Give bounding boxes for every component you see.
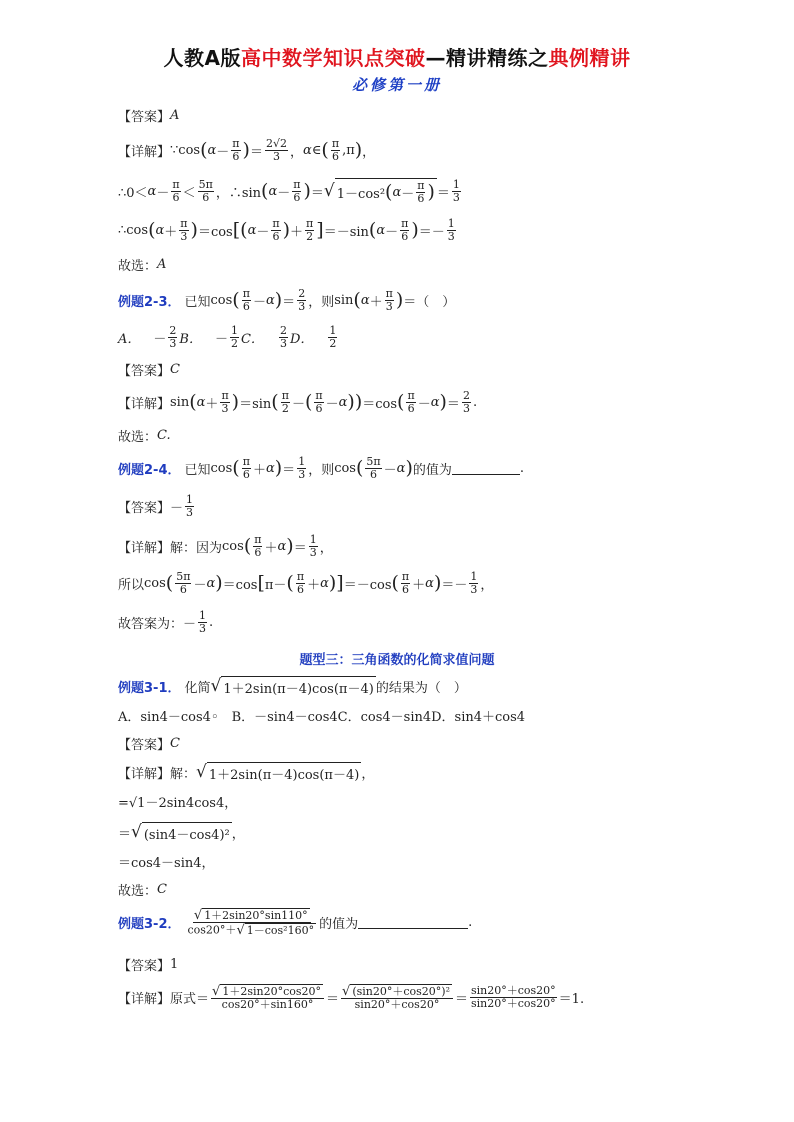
header-title-part4: 典例精讲 xyxy=(548,46,631,70)
ex31-detail-line4: ＝cos4－sin4， xyxy=(118,856,215,871)
block1-answer: 【答案】 A xyxy=(118,108,180,125)
header-title-part1: 人教A版 xyxy=(163,46,241,70)
ex23-stem: 例题2-3． 已知 cos ( $\frac{\pi}{6}$ － α ) ＝ $\frac{2}{3}$ ，则 sin ( α ＋ $\frac{\pi}{3}$ ) ＝（ ） xyxy=(118,287,456,313)
section-title: 题型三：三角函数的化简求值问题 xyxy=(299,653,495,668)
ex24-detail-line2: 所以 cos ( $\frac{5\pi}{6}$ － α ) ＝cos [ π－ ( $\frac{\pi}{6}$ ＋ α ) ] ＝－cos ( $\frac{\pi}{6}$ ＋ α ) ＝－ $\frac{1}{3}$ ， xyxy=(118,570,494,596)
ex31-detail-line3: ＝ √ (sin4－cos4)² ， xyxy=(118,822,245,843)
ex31-answer: 【答案】 C xyxy=(118,736,180,753)
page-header xyxy=(0,42,794,71)
header-title-part2: 高中数学知识点突破 xyxy=(240,46,426,70)
header-title-part3: —精讲精练之 xyxy=(425,46,549,70)
page-subtitle: 必修第一册 xyxy=(351,76,442,94)
ex23-options: A． － $\frac{2}{3}$ B． － $\frac{1}{2}$ C． $\frac{2}{3}$ D． $\frac{1}{2}$ xyxy=(118,324,337,350)
ex23-answer: 【答案】 C xyxy=(118,362,180,379)
ex32-detail: 【详解】 原式＝ √ 1＋2sin20°cos20° cos20°＋sin160° ＝ √ (sin20°＋cos20°)² sin20°＋cos20° ＝ $\frac{\sin 20^\circ+\cos 20^\circ}{\sin 20^\circ+\cos 20^\circ}$ ＝1. xyxy=(118,983,585,1011)
ex24-answer-is: 故答案为： － $\frac{1}{3}$ . xyxy=(118,609,214,635)
ex24-detail-line1: 【详解】 解：因为 cos ( $\frac{\pi}{6}$ ＋ α ) ＝ $\frac{1}{3}$ ， xyxy=(118,533,333,559)
ex23-choose: 故选： C. xyxy=(118,428,171,445)
answer-blank xyxy=(452,462,520,475)
ex32-answer: 【答案】 1 xyxy=(118,957,179,974)
block1-detail-line3: ∴cos ( α ＋ $\frac{\pi}{3}$ ) ＝cos [ ( α － $\frac{\pi}{6}$ ) ＋ $\frac{\pi}{2}$ ] ＝－sin ( α － $\frac{\pi}{6}$ ) ＝－ $\frac{1}{3}$ xyxy=(118,217,455,243)
block1-choose: 故选： A xyxy=(118,257,167,274)
ex31-detail-line2: =√1－2sin4cos4， xyxy=(118,796,238,811)
block1-detail-line2: ∴0＜ α － $\frac{\pi}{6}$ ＜ $\frac{5\pi}{6}$ ，∴sin ( α － $\frac{\pi}{6}$ ) ＝ √ 1－cos² ( α － $\frac{\pi}{6}$ ) ＝ $\frac{1}{3}$ xyxy=(118,178,460,205)
ex31-detail-line1: 【详解】 解： √ 1＋2sin(π－4)cos(π－4) ， xyxy=(118,762,375,783)
ex31-choose: 故选： C xyxy=(118,882,167,899)
ex23-detail: 【详解】 sin ( α ＋ $\frac{\pi}{3}$ ) ＝sin ( $\frac{\pi}{2}$ － ( $\frac{\pi}{6}$ － α ) ) ＝cos ( $\frac{\pi}{6}$ － α ) ＝ $\frac{2}{3}$ . xyxy=(118,389,478,415)
ex31-stem: 例题3-1． 化简 √ 1＋2sin(π－4)cos(π－4) 的结果为（ ） xyxy=(118,676,467,697)
answer-blank xyxy=(358,916,468,929)
ex24-answer: 【答案】 － $\frac{1}{3}$ xyxy=(118,493,194,519)
ex32-stem: 例题3-2． √ 1＋2sin20°sin110° cos20°＋ √ 1－cos²160° 的值为 . xyxy=(118,907,473,938)
ex24-stem: 例题2-4． 已知 cos ( $\frac{\pi}{6}$ ＋ α ) ＝ $\frac{1}{3}$ ，则 cos ( $\frac{5\pi}{6}$ － α ) 的值为 . xyxy=(118,455,525,481)
ex31-options: A．sin4－cos4◦ B．－sin4－cos4C．cos4－sin4D．sin4＋cos4 xyxy=(118,710,526,725)
block1-detail-line1: 【详解】 ∵cos ( α － $\frac{\pi}{6}$ ) ＝ $\frac{2√2}{3}$ ， α ∈ ( $\frac{\pi}{6}$ ,π ) ， xyxy=(118,137,376,163)
